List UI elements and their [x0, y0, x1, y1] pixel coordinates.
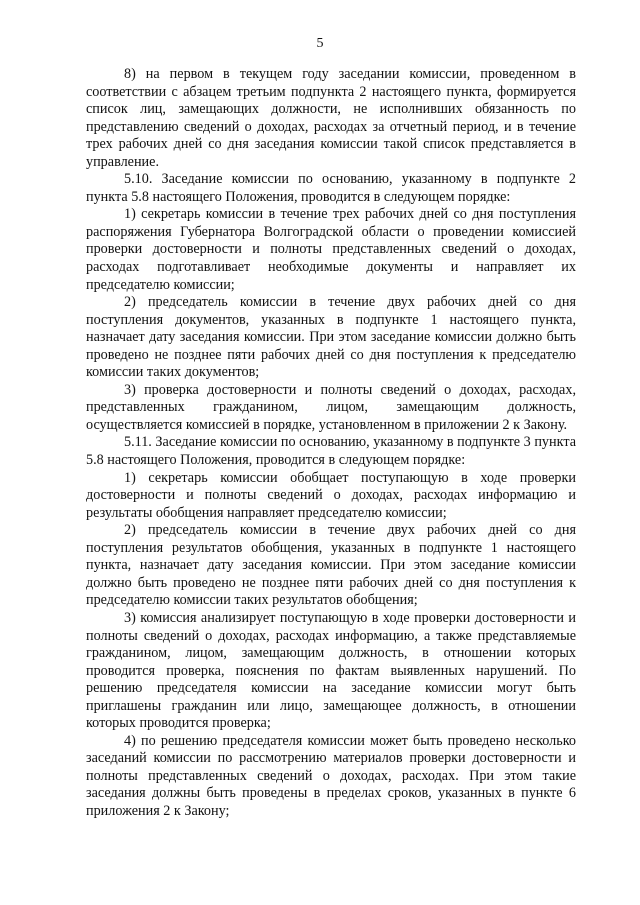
document-body	[86, 66, 576, 821]
paragraph-5-10-item-2: 2) председатель комиссии в течение двух рабочих дней со дня поступления документов, указанных в подпункте 1 настоящего пункта, назначает дату заседания комиссии. При этом заседание комиссии должно быть проведено не позднее пяти рабочих дней со дня поступления к председателю комиссии таких документов;	[86, 294, 576, 381]
paragraph-5-11-item-2: 2) председатель комиссии в течение двух рабочих дней со дня поступления результатов обобщения, указанных в подпункте 1 настоящего пункта, назначает дату заседания комиссии. При этом заседание комиссии должно быть проведено не позднее пяти рабочих дней со дня поступления к председателю комиссии таких результатов обобщения;	[86, 522, 576, 609]
paragraph-5-10-item-3: 3) проверка достоверности и полноты сведений о доходах, расходах, представленных гражданином, лицом, замещающим должность, осуществляется комиссией в порядке, установленном в приложении 2 к Закону.	[86, 381, 576, 433]
paragraph-5-11-item-3: 3) комиссия анализирует поступающую в ходе проверки достоверности и полноты сведений о доходах, расходах информацию, а также представляемые гражданином, лицом, замещающим должность, в отношении которых проводится проверка, пояснения по фактам выявленных нарушений. По решению председателя комиссии на заседание комиссии могут быть приглашены гражданин или лицо, замещающее должность, в отношении которых проводится проверка;	[86, 609, 576, 732]
paragraph-5-11-item-4: 4) по решению председателя комиссии может быть проведено несколько заседаний комиссии по рассмотрению материалов проверки достоверности и полноты представленных сведений о доходах, расходах. При этом такие заседания должны быть проведены в пределах сроков, указанных в пункте 6 приложения 2 к Закону;	[86, 732, 576, 819]
paragraph-item-8: 8) на первом в текущем году заседании комиссии, проведенном в соответствии с абзацем третьим подпункта 2 настоящего пункта, формируется список лиц, замещающих должности, не исполнивших обязанность по представлению сведений о доходах, расходах за отчетный период, и в течение трех рабочих дней со дня заседания комиссии такой список представляется в управление.	[86, 66, 576, 170]
paragraph-5-11-item-1: 1) секретарь комиссии обобщает поступающую в ходе проверки достоверности и полноты сведений о доходах, расходах информацию и результаты обобщения направляет председателю комиссии;	[86, 469, 576, 521]
paragraph-5-10-item-1: 1) секретарь комиссии в течение трех рабочих дней со дня поступления распоряжения Губернатора Волгоградской области о проведении комиссией проверки достоверности и полноты представленных сведений о доходах, расходах подготавливает необходимые документы и направляет их председателю комиссии;	[86, 206, 576, 293]
page-number: 5	[316, 36, 324, 51]
paragraph-clause-5-11: 5.11. Заседание комиссии по основанию, указанному в подпункте 3 пункта 5.8 настоящего Положения, проводится в следующем порядке:	[86, 434, 576, 469]
paragraph-clause-5-10: 5.10. Заседание комиссии по основанию, указанному в подпункте 2 пункта 5.8 настоящего Положения, проводится в следующем порядке:	[86, 171, 576, 205]
